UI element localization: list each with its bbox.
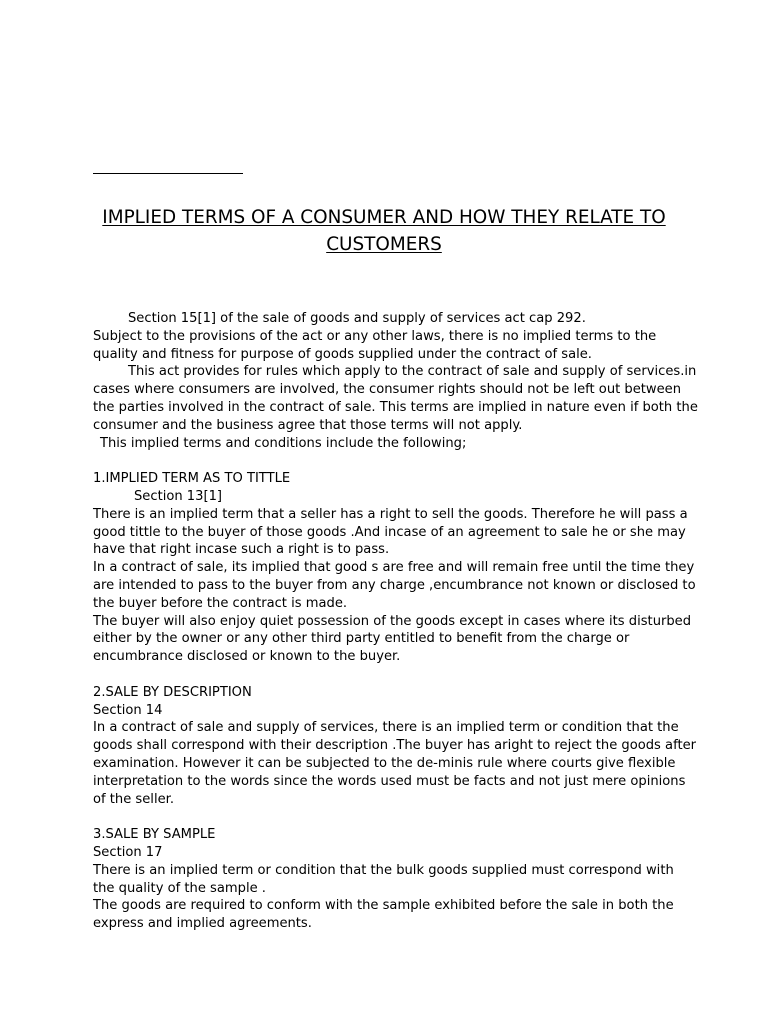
- paragraph-line: There is an implied term that a seller has a right to sell the goods. Therefore he will pass a: [93, 506, 688, 522]
- blank-line: [93, 666, 693, 684]
- paragraph-line: This implied terms and conditions include the following;: [100, 435, 467, 451]
- paragraph-line: This act provides for rules which apply to the contract of sale and supply of services.in: [128, 364, 697, 380]
- footnote-rule: [93, 173, 243, 174]
- paragraph-line: interpretation to the words since the words used must be facts and not just mere opinions: [93, 773, 686, 789]
- paragraph-line: the quality of the sample .: [93, 880, 266, 896]
- paragraph-line: In a contract of sale and supply of services, there is an implied term or condition that the: [93, 720, 679, 736]
- document-title-line-1: IMPLIED TERMS OF A CONSUMER AND HOW THEY RELATE TO: [102, 207, 666, 228]
- paragraph-line: the parties involved in the contract of sale. This terms are implied in nature even if both the: [93, 399, 698, 415]
- paragraph-line: consumer and the business agree that those terms will not apply.: [93, 417, 523, 433]
- document-body: [93, 310, 698, 933]
- section-heading: 3.SALE BY SAMPLE: [93, 827, 216, 843]
- paragraph-line: of the seller.: [93, 791, 174, 807]
- paragraph-line: either by the owner or any other third party entitled to benefit from the charge or: [93, 631, 630, 647]
- section-heading: 1.IMPLIED TERM AS TO TITTLE: [93, 471, 291, 487]
- document-title-line-2: CUSTOMERS: [326, 234, 442, 255]
- paragraph-line: Section 15[1] of the sale of goods and supply of services act cap 292.: [128, 311, 586, 326]
- blank-line: [93, 808, 693, 826]
- paragraph-line: The buyer will also enjoy quiet possession of the goods except in cases where its disturbed: [93, 613, 692, 629]
- paragraph-line: There is an implied term or condition that the bulk goods supplied must correspond with: [93, 862, 674, 878]
- paragraph-line: cases where consumers are involved, the consumer rights should not be left out between: [93, 382, 682, 398]
- paragraph-line: In a contract of sale, its implied that good s are free and will remain free until the time they: [93, 560, 695, 576]
- paragraph-line: quality and fitness for purpose of goods supplied under the contract of sale.: [93, 346, 592, 362]
- section-reference: Section 14: [93, 702, 163, 718]
- paragraph-line: examination. However it can be subjected to the de-minis rule where courts give flexible: [93, 755, 676, 771]
- section-reference: Section 17: [93, 844, 163, 860]
- paragraph-line: Subject to the provisions of the act or any other laws, there is no implied terms to the: [93, 328, 657, 344]
- paragraph-line: have that right incase such a right is to pass.: [93, 542, 390, 558]
- paragraph-line: The goods are required to conform with the sample exhibited before the sale in both the: [93, 898, 674, 914]
- blank-line: [93, 452, 693, 470]
- section-heading: 2.SALE BY DESCRIPTION: [93, 684, 252, 700]
- section-reference: Section 13[1]: [134, 488, 223, 504]
- paragraph-line: are intended to pass to the buyer from any charge ,encumbrance not known or disclosed to: [93, 577, 696, 593]
- paragraph-line: good tittle to the buyer of those goods .And incase of an agreement to sale he or she may: [93, 524, 686, 540]
- paragraph-line: express and implied agreements.: [93, 916, 312, 932]
- paragraph-line: encumbrance disclosed or known to the buyer.: [93, 649, 401, 665]
- paragraph-line: goods shall correspond with their description .The buyer has aright to reject the goods after: [93, 738, 697, 754]
- paragraph-line: the buyer before the contract is made.: [93, 595, 348, 611]
